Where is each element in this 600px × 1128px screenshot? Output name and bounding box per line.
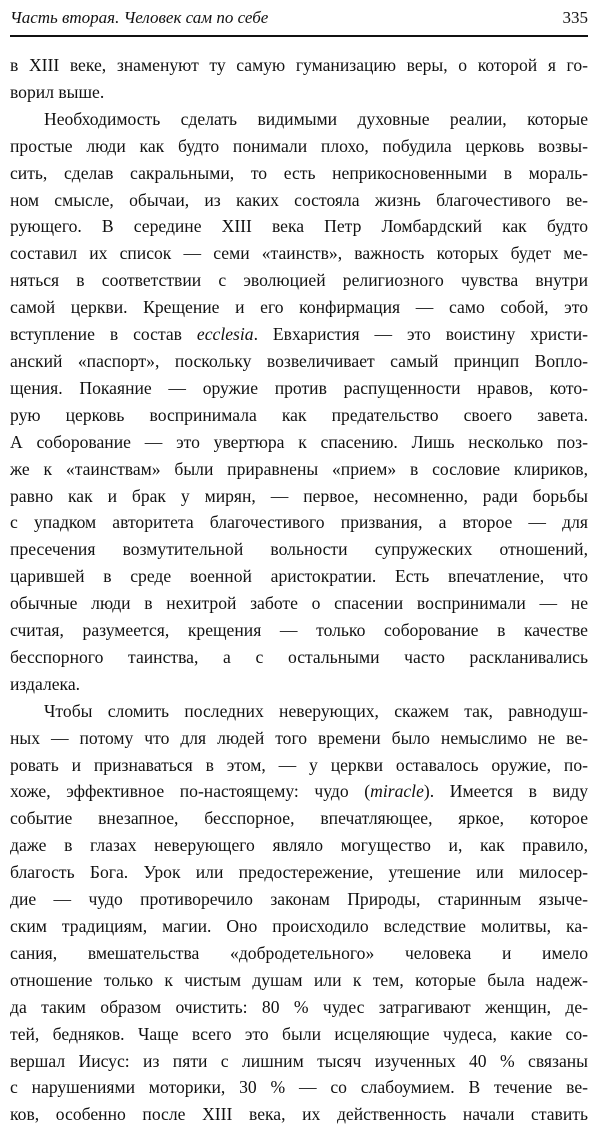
text-line: Чтобы сломить последних неверующих, скажем так, равнодуш-: [44, 700, 588, 721]
text-line: ков, особенно после XIII века, их действенность начали ставить: [10, 1104, 588, 1125]
text-line-miracle: хоже, эффективное по-настоящему: чудо (miracle). Имеется в виду: [10, 781, 588, 802]
text-line: А соборование — это увертюра к спасению. Лишь несколько поз-: [10, 431, 588, 452]
text-line: да таким образом очистить: 80 % чудес затрагивают женщин, де-: [10, 996, 588, 1017]
text-line: в XIII веке, знаменуют ту самую гуманизацию веры, о которой я го-: [10, 55, 588, 75]
italic-term: ecclesia: [196, 324, 254, 345]
text-line: считая, разумеется, крещения — только соборование в качестве: [10, 620, 588, 641]
paragraph-1: [10, 52, 588, 106]
text-line: же к «таинствам» были приравнены «прием» в сословие клириков,: [10, 458, 588, 479]
text-line: анский «паспорт», поскольку возвеличивает самый принцип Вопло-: [10, 350, 588, 371]
text-line-ecclesia: вступление в состав ecclesia. Евхаристия — это воистину христи-: [10, 324, 588, 345]
text-line: событие внезапное, бесспорное, впечатляющее, яркое, которое: [10, 808, 588, 829]
text-line: сания, вмешательства «добродетельного» человека и имело: [10, 942, 588, 963]
text-line: благость Бога. Урок или предостережение, утешение или милосер-: [10, 862, 588, 883]
running-head: [10, 8, 588, 30]
running-title: Часть вторая. Человек сам по себе: [10, 8, 269, 27]
text-line: дие — чудо противоречило законам Природы, старинным языче-: [10, 889, 588, 910]
text-line: самой церкви. Крещение и его конфирмация — само собой, это: [10, 297, 588, 318]
text-line: няться в соответствии с эволюцией религиозного чувства внутри: [10, 270, 588, 291]
text-line: с нарушениями моторики, 30 % — со слабоумием. В течение ве-: [10, 1077, 588, 1098]
text-line: щения. Покаяние — оружие против распущенности нравов, кото-: [10, 377, 588, 398]
paragraph-2: [10, 106, 588, 698]
text-line: составил их список — семи «таинств», важность которых будет ме-: [10, 243, 588, 264]
text-line: обычные люди в нехитрой заботе о спасении воспринимали — не: [10, 593, 588, 614]
text-line: с упадком авторитета благочестивого призвания, а второе — для: [10, 512, 588, 533]
text-line: ским традициям, магии. Оно происходило вследствие молитвы, ка-: [10, 916, 588, 936]
text-line: Необходимость сделать видимыми духовные реалии, которые: [44, 108, 588, 129]
italic-term: miracle: [370, 781, 424, 802]
text-line: издалека.: [10, 673, 81, 694]
text-line: ворил выше.: [10, 81, 105, 102]
text-line: простые люди как будто понимали плохо, побудила церковь возвы-: [10, 135, 588, 156]
header-rule: [10, 35, 588, 37]
text-line: ных — потому что для людей того времени было немыслимо не ве-: [10, 727, 588, 748]
text-line: ном смысле, обычаи, из каких состояла жизнь благочестивого ве-: [10, 189, 588, 210]
text-line: вершал Иисус: из пяти с лишним тысяч изученных 40 % связаны: [10, 1050, 588, 1071]
text-line: царившей в среде военной аристократии. Есть впечатление, что: [10, 566, 588, 587]
text-line: бесспорного таинства, а с остальными часто раскланивались: [10, 646, 588, 667]
text-line: рую церковь воспринимала как предательство своего завета.: [10, 404, 588, 425]
text-line: отношение только к чистым душам или к тем, которые была надеж-: [10, 969, 588, 990]
text-line: тей, бедняков. Чаще всего это были исцеляющие чудеса, какие со-: [10, 1023, 588, 1044]
text-line: пресечения возмутительной вольности супружеских отношений,: [10, 539, 588, 560]
text-line: сить, сделав сакральными, то есть неприкосновенными в мораль-: [10, 162, 588, 183]
text-line: рующего. В середине XIII века Петр Ломбардский как будто: [10, 216, 588, 237]
page-number: 335: [562, 8, 588, 27]
text-line: равно как и брак у мирян, — первое, несомненно, ради борьбы: [10, 485, 588, 506]
body-text: [10, 52, 588, 1128]
text-line: даже в глазах неверующего являло могущество и, как правило,: [10, 835, 588, 856]
paragraph-3: [10, 698, 588, 1128]
text-line: ровать и признаваться в этом, — у церкви оставалось оружие, по-: [10, 754, 588, 775]
